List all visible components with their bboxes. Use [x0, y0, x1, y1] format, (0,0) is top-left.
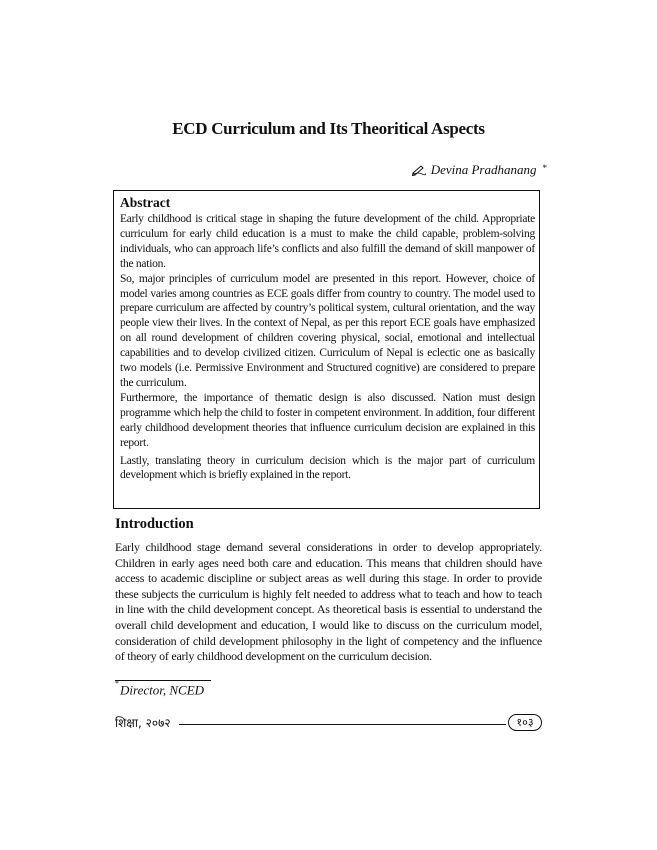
author-line — [412, 162, 547, 178]
page-footer — [115, 714, 542, 734]
abstract-box — [113, 190, 540, 509]
paper-title: ECD Curriculum and Its Theoritical Aspects — [172, 119, 485, 138]
footer-divider — [179, 724, 506, 725]
introduction-heading: Introduction — [115, 516, 194, 532]
author-name: Devina Pradhanang — [430, 162, 537, 177]
author-footnote-marker: * — [542, 163, 547, 173]
abstract-paragraph: So, major principles of curriculum model are presented in this report. However, choice of model varies among countries as ECE goals differ from country to country. The model used to prepare curriculum are affected by country’s political system, cultural orientation, and the way people view their lives. In the context of Nepal, as per this report ECE goals have emphasized on all round development of children covering physical, social, emotional and intellectual capabilities and to develop civilized citizen. Curriculum of Nepal is eclectic one as basically two models (i.e. Permissive Environment and Structured cognitive) are considered to prepare the curriculum. — [120, 272, 535, 389]
footnote — [115, 679, 205, 698]
footnote-text: Director, NCED — [120, 682, 205, 698]
abstract-paragraph: Lastly, translating theory in curriculum decision which is the major part of curriculum development which is briefly explained in the report. — [120, 454, 535, 482]
footnote-marker: * — [115, 679, 119, 688]
introduction-paragraph: Early childhood stage demand several considerations in order to develop appropriately. Children in early ages need both care and education. This means that children should have access to academic discipline or subject areas as well during this stage. In order to provide these subjects the curriculum is highly felt needed to address what to teach and how to teach in line with the child development concept. As theoretical basis is essential to understand the overall child development and education, I would like to discuss on the curriculum model, consideration of child development philosophy in the light of competency and the influence of theory of early childhood development on the curriculum decision. — [115, 540, 542, 664]
abstract-paragraph: Early childhood is critical stage in shaping the future development of the child. Appropriate curriculum for early child education is a must to make the child capable, problem-solving individuals, who can approach life’s conflicts and also fulfill the demand of skill manpower of the nation. — [120, 213, 535, 270]
pen-writing-icon — [412, 164, 426, 176]
abstract-paragraph: Furthermore, the importance of thematic design is also discussed. Nation must design programme which help the child to foster in competent environment. In addition, four different early childhood development theories that influence curriculum decision are explained in this report. — [120, 391, 535, 449]
abstract-heading: Abstract — [120, 195, 171, 210]
page-number: १०३ — [508, 714, 542, 731]
footnote-divider — [115, 680, 211, 681]
journal-name: शिक्षा, २०७२ — [115, 716, 171, 730]
